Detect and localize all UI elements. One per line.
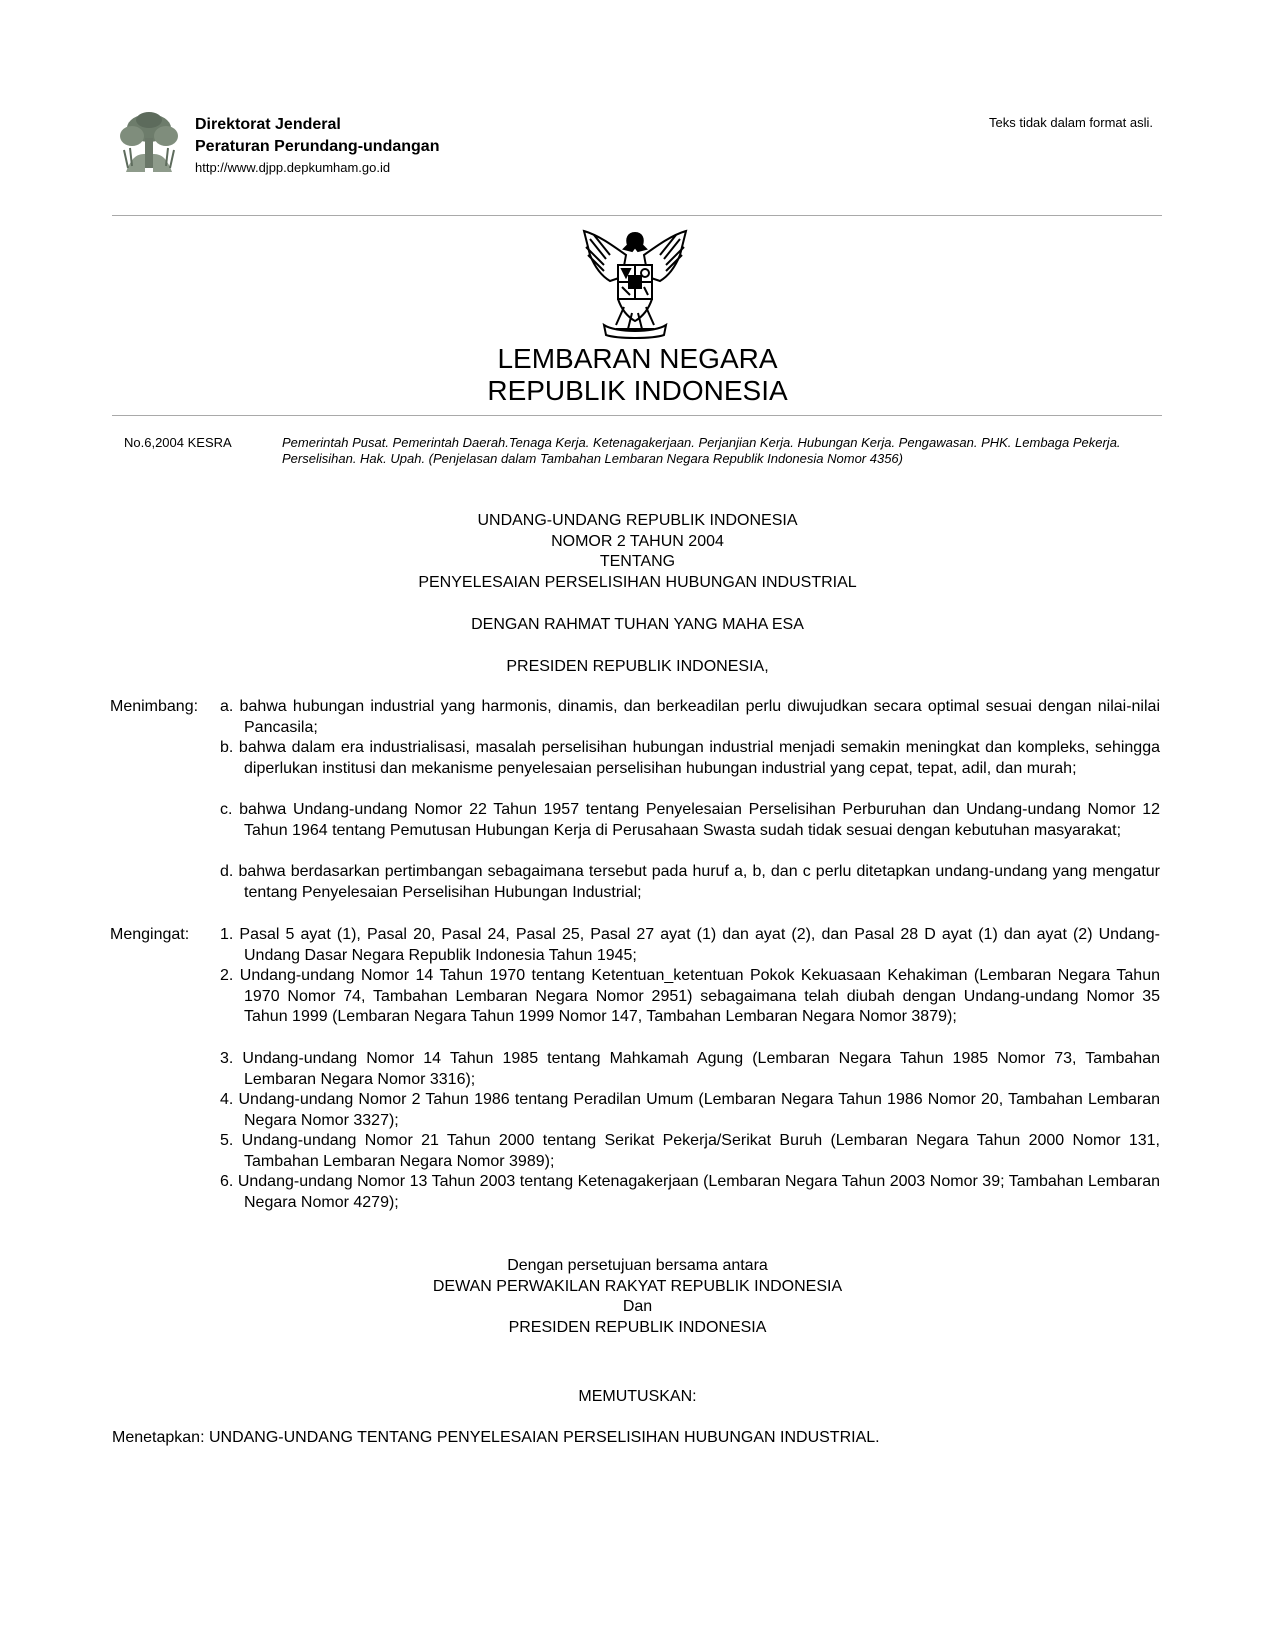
mengingat-label: Mengingat: bbox=[110, 926, 190, 943]
title-divider bbox=[112, 415, 1162, 416]
menimbang-item-b: b. bahwa dalam era industrialisasi, masalah perselisihan hubungan industrial menjadi semakin meningkat dan kompleks, sehingga diperlukan institusi dan mekanisme penyelesaian perselisihan hubungan industrial yang cepat, tepat, adil, dan murah; bbox=[220, 739, 1160, 777]
org-name-line-2: Peraturan Perundang-undangan bbox=[195, 138, 440, 155]
law-heading bbox=[0, 511, 1275, 593]
consent-line-2: DEWAN PERWAKILAN RAKYAT REPUBLIK INDONESIA bbox=[432, 1277, 843, 1295]
gazette-title-line-1: LEMBARAN NEGARA bbox=[497, 343, 778, 374]
mengingat-item-3: 3. Undang-undang Nomor 14 Tahun 1985 tentang Mahkamah Agung (Lembaran Negara Tahun 1985 Nomor 73, Tambahan Lembaran Negara Nomor 3316); bbox=[220, 1050, 1160, 1088]
law-heading-line-1: UNDANG-UNDANG REPUBLIK INDONESIA bbox=[477, 512, 798, 529]
garuda-emblem-icon bbox=[576, 225, 694, 343]
djpp-tree-logo-icon bbox=[118, 110, 180, 176]
org-website-link[interactable]: http://www.djpp.depkumham.go.id bbox=[195, 160, 391, 175]
law-heading-line-3: TENTANG bbox=[599, 553, 676, 570]
gazette-title bbox=[0, 343, 1275, 407]
mengingat-item-5: 5. Undang-undang Nomor 21 Tahun 2000 tentang Serikat Pekerja/Serikat Buruh (Lembaran Negara Tahun 2000 Nomor 131, Tambahan Lembaran Negara Nomor 3989); bbox=[220, 1132, 1160, 1170]
consent-line-3: Dan bbox=[622, 1298, 653, 1315]
consent-block bbox=[0, 1256, 1275, 1338]
blessing-line: DENGAN RAHMAT TUHAN YANG MAHA ESA bbox=[471, 616, 804, 633]
menimbang-item-d: d. bahwa berdasarkan pertimbangan sebagaimana tersebut pada huruf a, b, dan c perlu ditetapkan undang-undang yang mengatur tentang Penyelesaian Perselisihan Hubungan Industrial; bbox=[220, 863, 1160, 901]
gazette-number: No.6,2004 KESRA bbox=[124, 435, 232, 450]
format-note: Teks tidak dalam format asli. bbox=[988, 115, 1153, 130]
menimbang-item-c: c. bahwa Undang-undang Nomor 22 Tahun 1957 tentang Penyelesaian Perselisihan Perburuhan dan Undang-undang Nomor 12 Tahun 1964 tentang Pemutusan Hubungan Kerja di Perusahaan Swasta sudah tidak sesuai dengan kebutuhan masyarakat; bbox=[220, 801, 1160, 839]
president-title: PRESIDEN REPUBLIK INDONESIA, bbox=[506, 658, 769, 675]
header-divider bbox=[112, 215, 1162, 216]
consent-line-1: Dengan persetujuan bersama antara bbox=[507, 1257, 768, 1274]
gazette-subjects: Pemerintah Pusat. Pemerintah Daerah.Tenaga Kerja. Ketenagakerjaan. Perjanjian Kerja. Hubungan Kerja. Pengawasan. PHK. Lembaga Pekerja. Perselisihan. Hak. Upah. (Penjelasan dalam Tambahan Lembaran Negara Republik Indonesia Nomor 4356) bbox=[282, 435, 1121, 466]
mengingat-item-1: 1. Pasal 5 ayat (1), Pasal 20, Pasal 24, Pasal 25, Pasal 27 ayat (1) dan ayat (2), dan Pasal 28 D ayat (1) dan ayat (2) Undang-Undang Dasar Negara Republik Indonesia Tahun 1945; bbox=[220, 926, 1160, 964]
mengingat-item-6: 6. Undang-undang Nomor 13 Tahun 2003 tentang Ketenagakerjaan (Lembaran Negara Tahun 2003 Nomor 39; Tambahan Lembaran Negara Nomor 4279); bbox=[220, 1173, 1160, 1211]
consent-line-4: PRESIDEN REPUBLIK INDONESIA bbox=[508, 1318, 767, 1336]
org-name-line-1: Direktorat Jenderal bbox=[195, 116, 341, 133]
org-block bbox=[195, 114, 439, 178]
mengingat-item-4: 4. Undang-undang Nomor 2 Tahun 1986 tentang Peradilan Umum (Lembaran Negara Tahun 1986 Nomor 20, Tambahan Lembaran Negara Nomor 3327); bbox=[220, 1091, 1160, 1129]
menimbang-item-a: a. bahwa hubungan industrial yang harmonis, dinamis, dan berkeadilan perlu diwujudkan secara optimal sesuai dengan nilai-nilai Pancasila; bbox=[220, 698, 1160, 736]
mengingat-item-2: 2. Undang-undang Nomor 14 Tahun 1970 tentang Ketentuan_ketentuan Pokok Kekuasaan Kehakiman (Lembaran Negara Tahun 1970 Nomor 74, Tambahan Lembaran Negara Nomor 2951) sebagaimana telah diubah dengan Undang-undang Nomor 35 Tahun 1999 (Lembaran Negara Tahun 1999 Nomor 147, Tambahan Lembaran Negara Nomor 3879); bbox=[220, 967, 1160, 1025]
gazette-title-line-2: REPUBLIK INDONESIA bbox=[487, 375, 788, 406]
enactment-line: Menetapkan: UNDANG-UNDANG TENTANG PENYELESAIAN PERSELISIHAN HUBUNGAN INDUSTRIAL. bbox=[112, 1429, 880, 1446]
menimbang-label: Menimbang: bbox=[110, 698, 199, 715]
decision-heading: MEMUTUSKAN: bbox=[578, 1388, 697, 1405]
law-heading-line-4: PENYELESAIAN PERSELISIHAN HUBUNGAN INDUSTRIAL bbox=[418, 573, 857, 591]
law-heading-line-2: NOMOR 2 TAHUN 2004 bbox=[551, 532, 724, 550]
